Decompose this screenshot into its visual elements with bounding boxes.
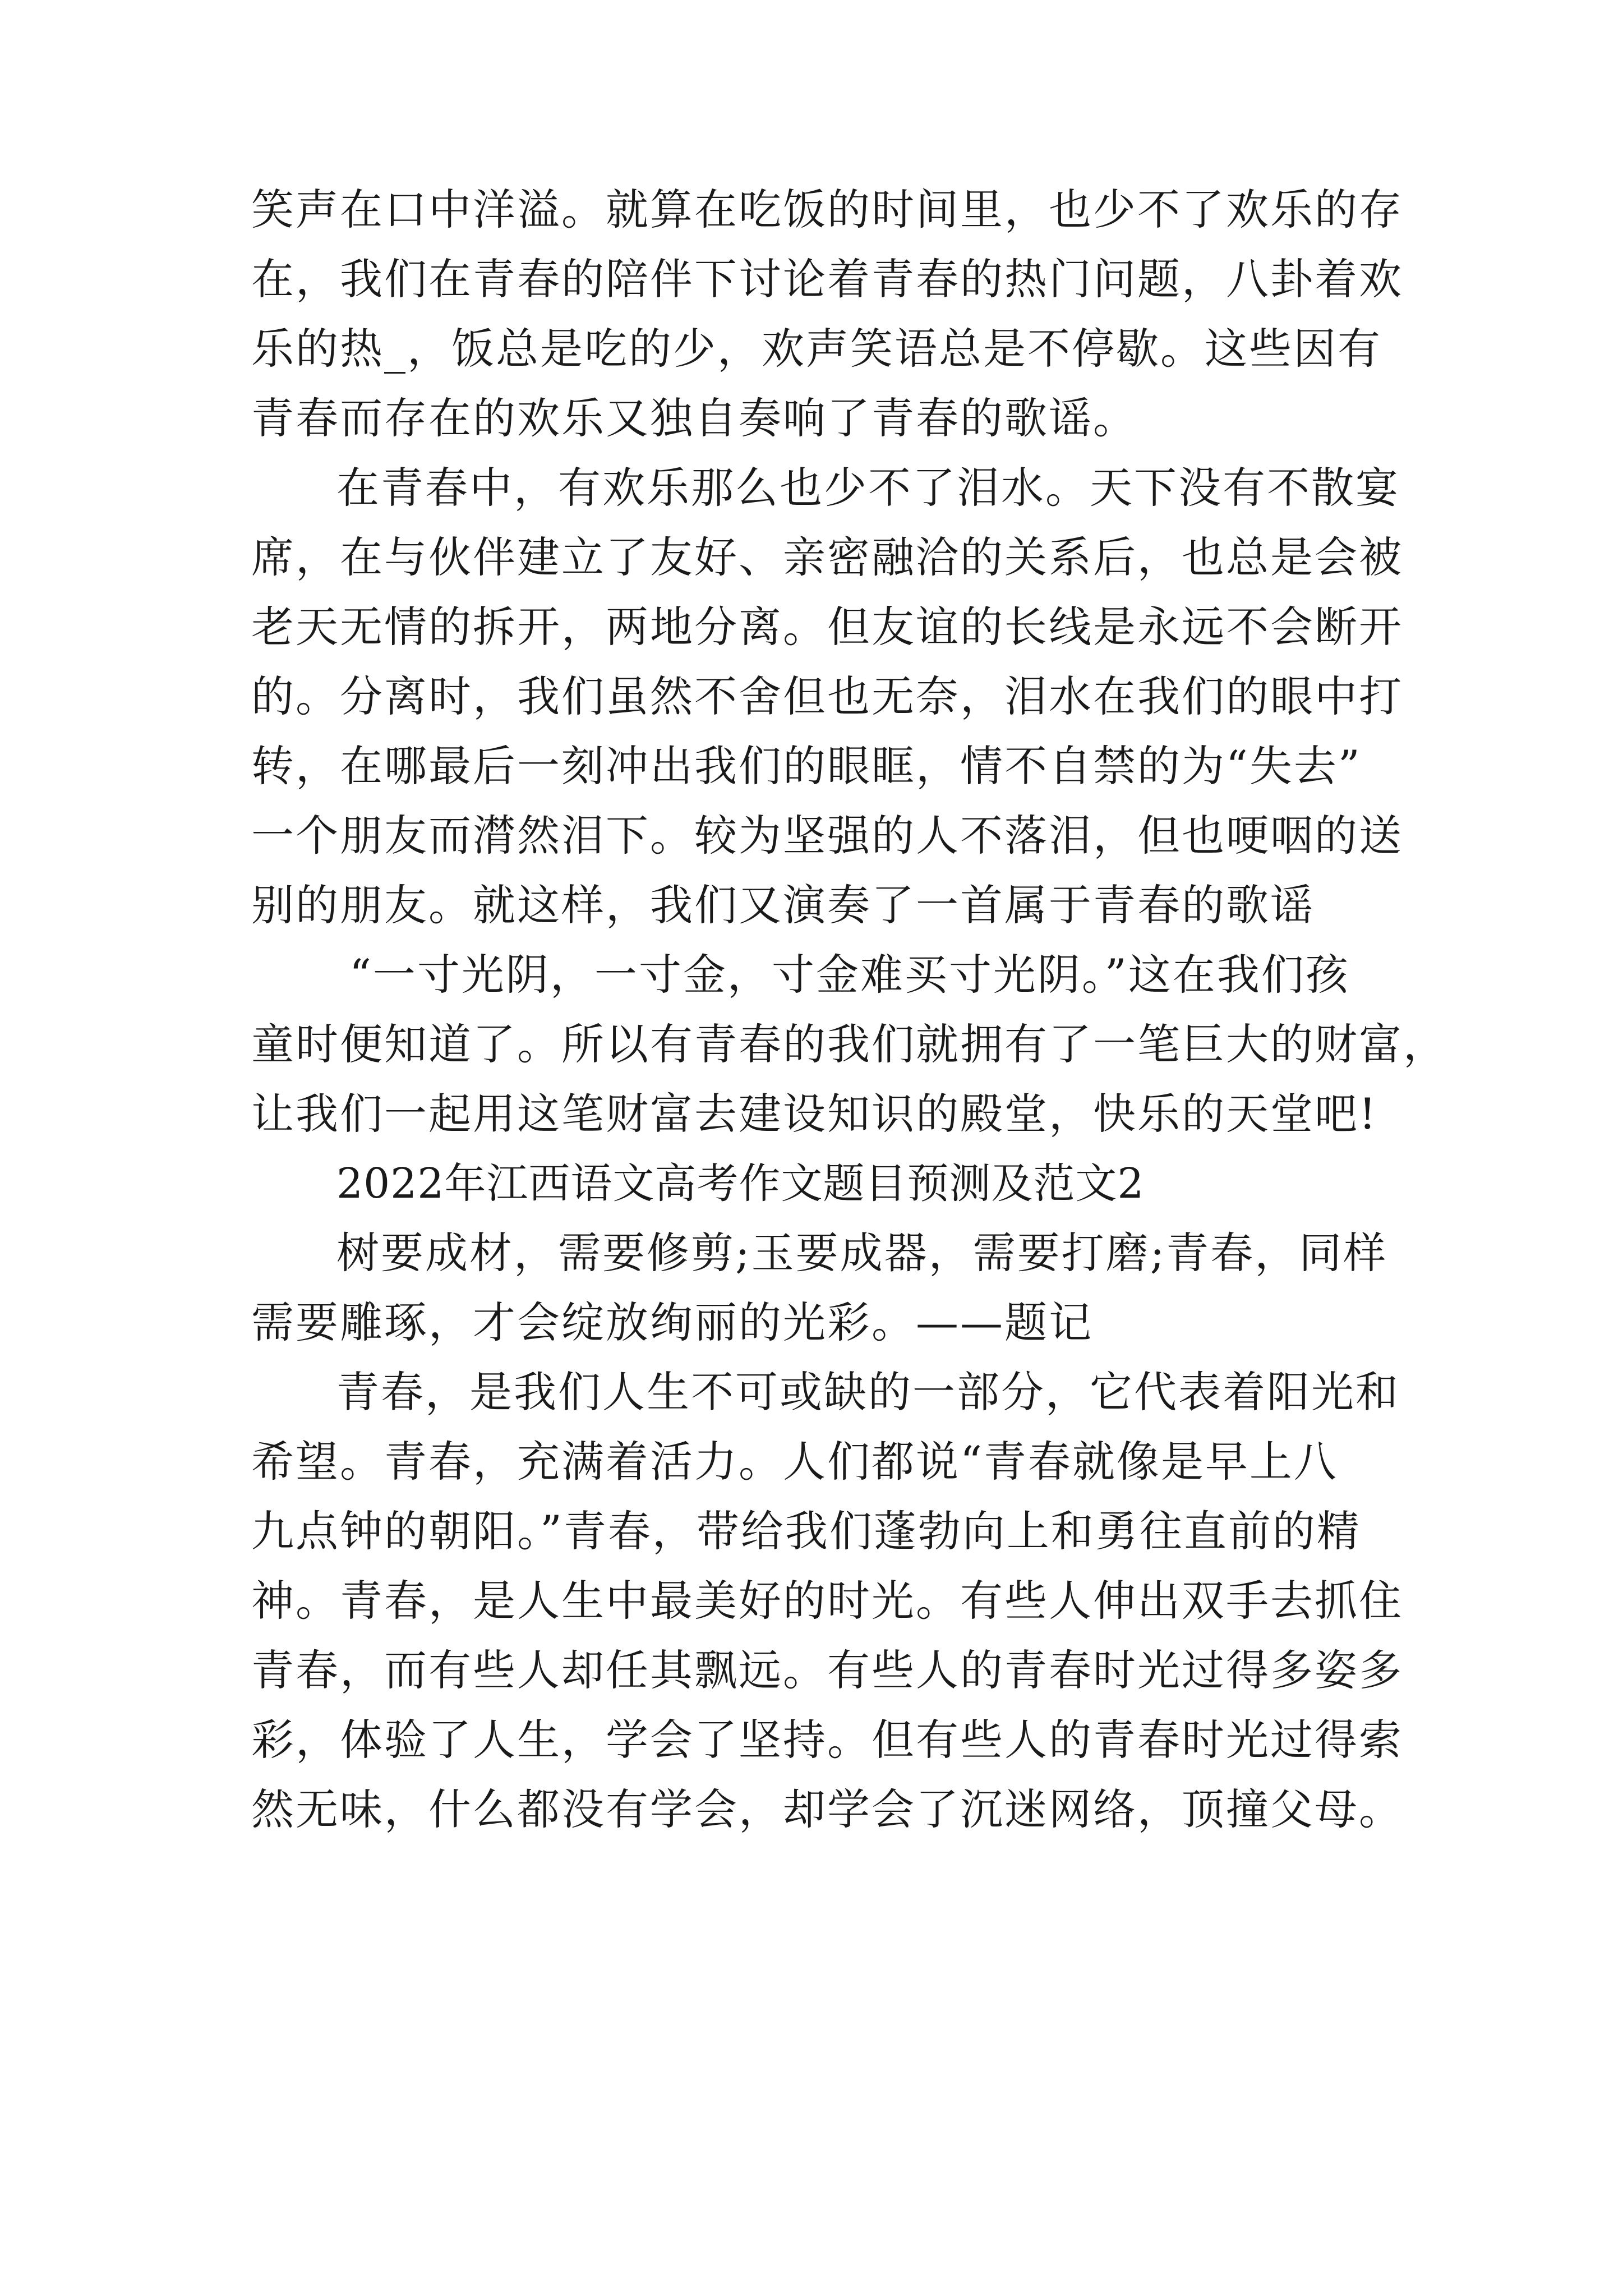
text-line: 青春，而有些人却任其飘远。有些人的青春时光过得多姿多 xyxy=(251,1645,1403,1695)
section-heading: 2022年江西语文高考作文题目预测及范文2 xyxy=(336,1159,1145,1208)
text-line: 的。分离时，我们虽然不舍但也无奈，泪水在我们的眼中打 xyxy=(251,671,1403,721)
text-line: 让我们一起用这笔财富去建设知识的殿堂，快乐的天堂吧! xyxy=(251,1089,1378,1139)
text-line: 童时便知道了。所以有青春的我们就拥有了一笔巨大的财富， xyxy=(251,1019,1447,1069)
text-line: 转，在哪最后一刻冲出我们的眼眶，情不自禁的为“失去” xyxy=(251,741,1362,791)
paragraph-start-line: 在青春中，有欢乐那么也少不了泪水。天下没有不散宴 xyxy=(336,463,1400,513)
text-line: 需要雕琢，才会绽放绚丽的光彩。——题记 xyxy=(251,1297,1093,1347)
text-line: 笑声在口中洋溢。就算在吃饭的时间里，也少不了欢乐的存 xyxy=(251,185,1403,234)
text-line: 希望。青春，充满着活力。人们都说“青春就像是早上八 xyxy=(251,1437,1338,1487)
text-line: 一个朋友而潸然泪下。较为坚强的人不落泪，但也哽咽的送 xyxy=(251,811,1403,861)
text-line: 青春而存在的欢乐又独自奏响了青春的歌谣。 xyxy=(251,393,1137,443)
text-line: 彩，体验了人生，学会了坚持。但有些人的青春时光过得索 xyxy=(251,1715,1403,1765)
text-line: 乐的热_，饭总是吃的少，欢声笑语总是不停歇。这些因有 xyxy=(251,324,1382,374)
paragraph-start-line: “一寸光阴，一寸金，寸金难买寸光阴。”这在我们孩 xyxy=(349,950,1350,1000)
document-page xyxy=(251,175,1447,1844)
paragraph-start-line: 青春，是我们人生不可或缺的一部分，它代表着阳光和 xyxy=(336,1367,1400,1417)
text-line: 在，我们在青春的陪伴下讨论着青春的热门问题，八卦着欢 xyxy=(251,254,1403,304)
text-line: 然无味，什么都没有学会，却学会了沉迷网络，顶撞父母。 xyxy=(251,1784,1403,1834)
text-line: 别的朋友。就这样，我们又演奏了一首属于青春的歌谣 xyxy=(251,880,1315,930)
text-line: 老天无情的拆开，两地分离。但友谊的长线是永远不会断开 xyxy=(251,602,1403,652)
text-line: 九点钟的朝阳。”青春，带给我们蓬勃向上和勇往直前的精 xyxy=(251,1506,1361,1556)
text-line: 神。青春，是人生中最美好的时光。有些人伸出双手去抓住 xyxy=(251,1576,1403,1626)
text-line: 席，在与伙伴建立了友好、亲密融洽的关系后，也总是会被 xyxy=(251,532,1403,582)
paragraph-start-line: 树要成材，需要修剪;玉要成器，需要打磨;青春，同样 xyxy=(336,1228,1388,1278)
